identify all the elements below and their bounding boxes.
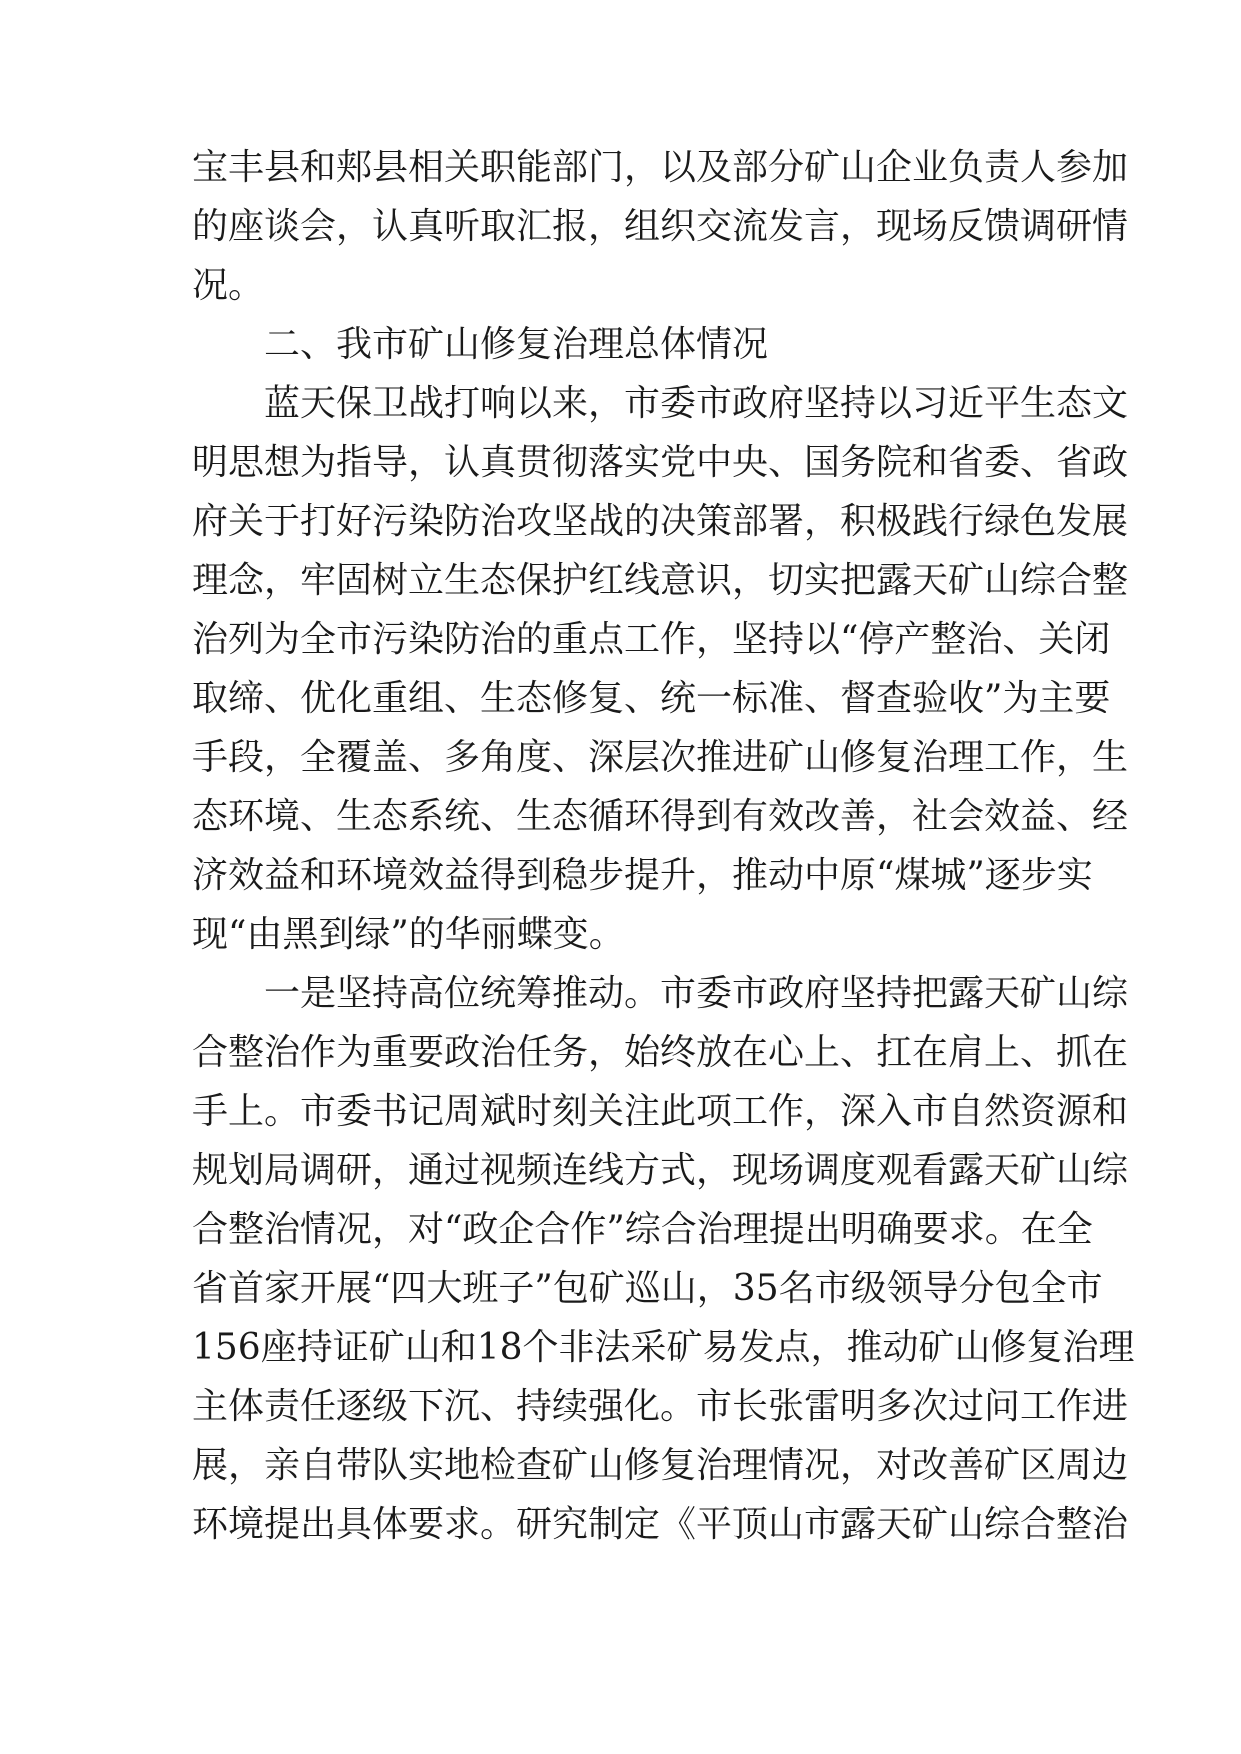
- paragraph-line: 理念，牢固树立生态保护红线意识，切实把露天矿山综合整: [192, 560, 1129, 601]
- paragraph-line: 一是坚持高位统筹推动。市委市政府坚持把露天矿山综: [264, 973, 1129, 1014]
- paragraph-line: 156座持证矿山和18个非法采矿易发点，推动矿山修复治理: [192, 1327, 1135, 1368]
- paragraph-line: 宝丰县和郏县相关职能部门，以及部分矿山企业负责人参加: [192, 147, 1129, 188]
- paragraph-line: 明思想为指导，认真贯彻落实党中央、国务院和省委、省政: [192, 442, 1129, 483]
- paragraph-line: 合整治作为重要政治任务，始终放在心上、扛在肩上、抓在: [192, 1032, 1129, 1073]
- paragraph-line: 规划局调研，通过视频连线方式，现场调度观看露天矿山综: [192, 1150, 1129, 1191]
- paragraph-line: 合整治情况，对“政企合作”综合治理提出明确要求。在全: [192, 1209, 1093, 1250]
- paragraph-line: 态环境、生态系统、生态循环得到有效改善，社会效益、经: [192, 796, 1129, 837]
- paragraph-line: 济效益和环境效益得到稳步提升，推动中原“煤城”逐步实: [192, 855, 1093, 896]
- paragraph-line: 的座谈会，认真听取汇报，组织交流发言，现场反馈调研情: [192, 206, 1129, 247]
- paragraph-line: 治列为全市污染防治的重点工作，坚持以“停产整治、关闭: [192, 619, 1111, 660]
- paragraph-line: 省首家开展“四大班子”包矿巡山，35名市级领导分包全市: [192, 1268, 1103, 1309]
- paragraph-line: 主体责任逐级下沉、持续强化。市长张雷明多次过问工作进: [192, 1386, 1129, 1427]
- paragraph-line: 手上。市委书记周斌时刻关注此项工作，深入市自然资源和: [192, 1091, 1129, 1132]
- paragraph-line: 现“由黑到绿”的华丽蝶变。: [192, 914, 625, 955]
- paragraph-line: 府关于打好污染防治攻坚战的决策部署，积极践行绿色发展: [192, 501, 1129, 542]
- section-heading: 二、我市矿山修复治理总体情况: [264, 324, 769, 365]
- paragraph-line: 取缔、优化重组、生态修复、统一标准、督查验收”为主要: [192, 678, 1111, 719]
- paragraph-line: 展，亲自带队实地检查矿山修复治理情况，对改善矿区周边: [192, 1445, 1129, 1486]
- paragraph-line: 蓝天保卫战打响以来，市委市政府坚持以习近平生态文: [264, 383, 1129, 424]
- paragraph-line: 况。: [192, 265, 265, 306]
- paragraph-line: 手段，全覆盖、多角度、深层次推进矿山修复治理工作，生: [192, 737, 1129, 778]
- paragraph-line: 环境提出具体要求。研究制定《平顶山市露天矿山综合整治: [192, 1504, 1129, 1545]
